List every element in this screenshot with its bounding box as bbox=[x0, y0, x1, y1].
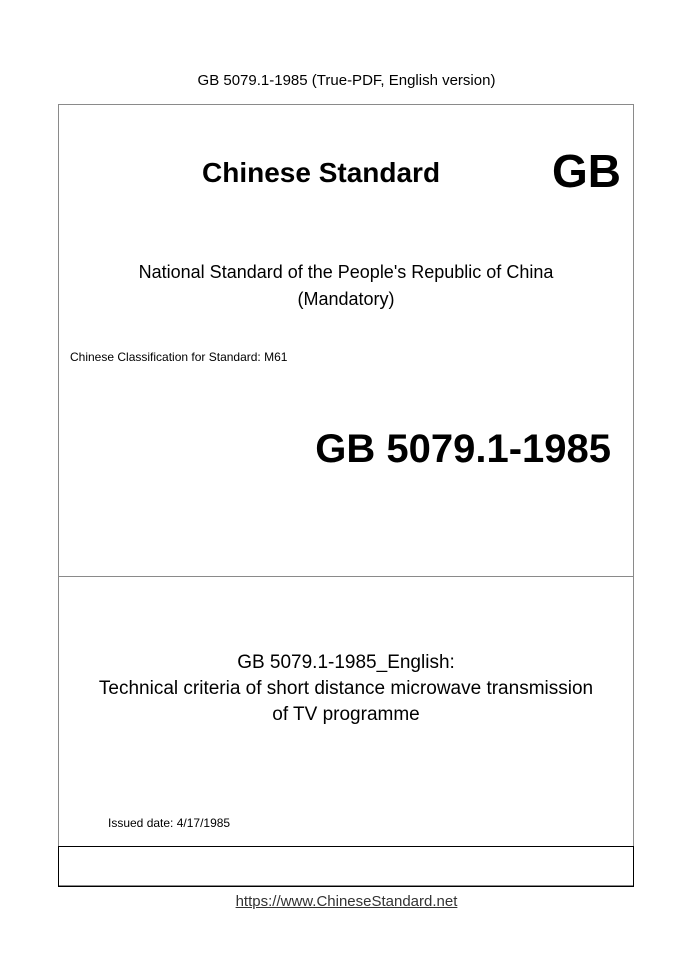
cover-frame bbox=[58, 104, 634, 886]
gb-mark: GB bbox=[552, 145, 621, 197]
cover-top-section bbox=[59, 105, 633, 577]
website-link[interactable]: https://www.ChineseStandard.net bbox=[235, 893, 458, 910]
footer bbox=[0, 893, 693, 911]
page-header: GB 5079.1-1985 (True-PDF, English version) bbox=[197, 72, 496, 89]
national-standard-text bbox=[59, 259, 633, 313]
title-line-1: GB 5079.1-1985_English: bbox=[237, 652, 455, 673]
standard-number: GB 5079.1-1985 bbox=[315, 427, 611, 471]
cover-title-section bbox=[59, 576, 633, 848]
issued-date: Issued date: 4/17/1985 bbox=[108, 816, 231, 830]
title-line-3: of TV programme bbox=[272, 704, 420, 725]
title-line-2: Technical criteria of short distance microwave transmission bbox=[98, 678, 594, 699]
national-line-1: National Standard of the People's Republic of China bbox=[138, 262, 554, 282]
standard-title bbox=[59, 650, 633, 728]
cover-bottom-box bbox=[58, 846, 634, 887]
national-line-2: (Mandatory) bbox=[297, 289, 395, 309]
document-type-title: Chinese Standard bbox=[202, 157, 441, 188]
classification-text: Chinese Classification for Standard: M61 bbox=[70, 350, 288, 364]
